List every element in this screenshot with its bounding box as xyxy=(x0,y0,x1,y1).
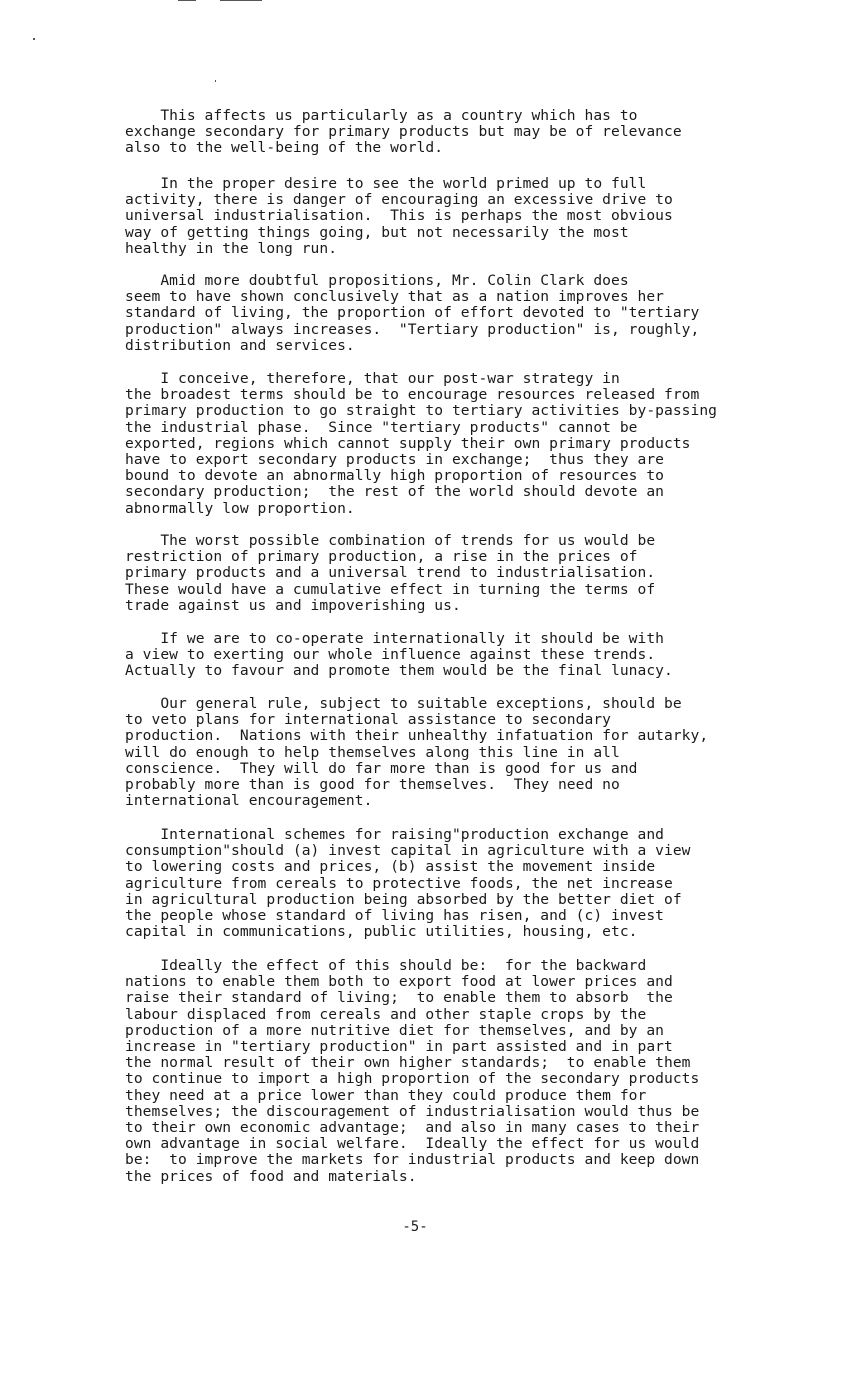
scan-mark-top-right xyxy=(220,0,262,1)
scan-mark-top-left xyxy=(178,0,196,1)
paragraph-9: Ideally the effect of this should be: for the backward nations to enable them both to export food at lower prices and raise their standard of living; to enable them to absorb the labour displaced from cereals and other staple crops by the production of a more nutritive diet for themselves, and by an increase in "tertiary production" in part assisted and in part the normal result of their own higher standards; to enable them to continue to import a high proportion of the secondary products they need at a price lower than they could produce them for themselves; the discouragement of industrialisation would thus be to their own economic advantage; and also in many cases to their own advantage in social welfare. Ideally the effect for us would be: to improve the markets for industrial products and keep down the prices of food and materials. xyxy=(125,957,700,1185)
paragraph-2: In the proper desire to see the world primed up to full activity, there is danger of encouraging an excessive drive to universal industrialisation. This is perhaps the most obvious way of getting things going, but not necessarily the most healthy in the long run. xyxy=(125,175,673,257)
paragraph-7: Our general rule, subject to suitable exceptions, should be to veto plans for international assistance to secondary production. Nations with their unhealthy infatuation for autarky, will do enough to help themselves along this line in all conscience. They will do far more than is good for us and probably more than is good for themselves. They need no international encouragement. xyxy=(125,695,709,810)
paragraph-8: International schemes for raising"production exchange and consumption"should (a) invest capital in agriculture with a view to lowering costs and prices, (b) assist the movement inside agriculture from cereals to protective foods, the net increase in agricultural production being absorbed by the better diet of the people whose standard of living has risen, and (c) invest capital in communications, public utilities, housing, etc. xyxy=(125,826,691,941)
paragraph-4: I conceive, therefore, that our post-war strategy in the broadest terms should be to encourage resources released from primary production to go straight to tertiary activities by-passing the industrial phase. Since "tertiary products" cannot be exported, regions which cannot supply their own primary products have to export secondary products in exchange; thus they are bound to devote an abnormally high proportion of resources to secondary production; the rest of the world should devote an abnormally low proportion. xyxy=(125,370,718,517)
scan-speck xyxy=(33,38,35,40)
paragraph-3: Amid more doubtful propositions, Mr. Colin Clark does seem to have shown conclusively that as a nation improves her standard of living, the proportion of effort devoted to "tertiary production" always increases. "Tertiary production" is, roughly, distribution and services. xyxy=(125,272,700,354)
paragraph-1: This affects us particularly as a country which has to exchange secondary for primary products but may be of relevance also to the well-being of the world. xyxy=(125,107,682,157)
paragraph-6: If we are to co-operate internationally it should be with a view to exerting our whole influence against these trends. Actually to favour and promote them would be the final lunacy. xyxy=(125,630,673,680)
paragraph-5: The worst possible combination of trends for us would be restriction of primary production, a rise in the prices of primary products and a universal trend to industrialisation. These would have a cumulative effect in turning the terms of trade against us and impoverishing us. xyxy=(125,532,656,614)
scan-speck xyxy=(215,80,216,82)
page-number: -5- xyxy=(402,1219,428,1235)
